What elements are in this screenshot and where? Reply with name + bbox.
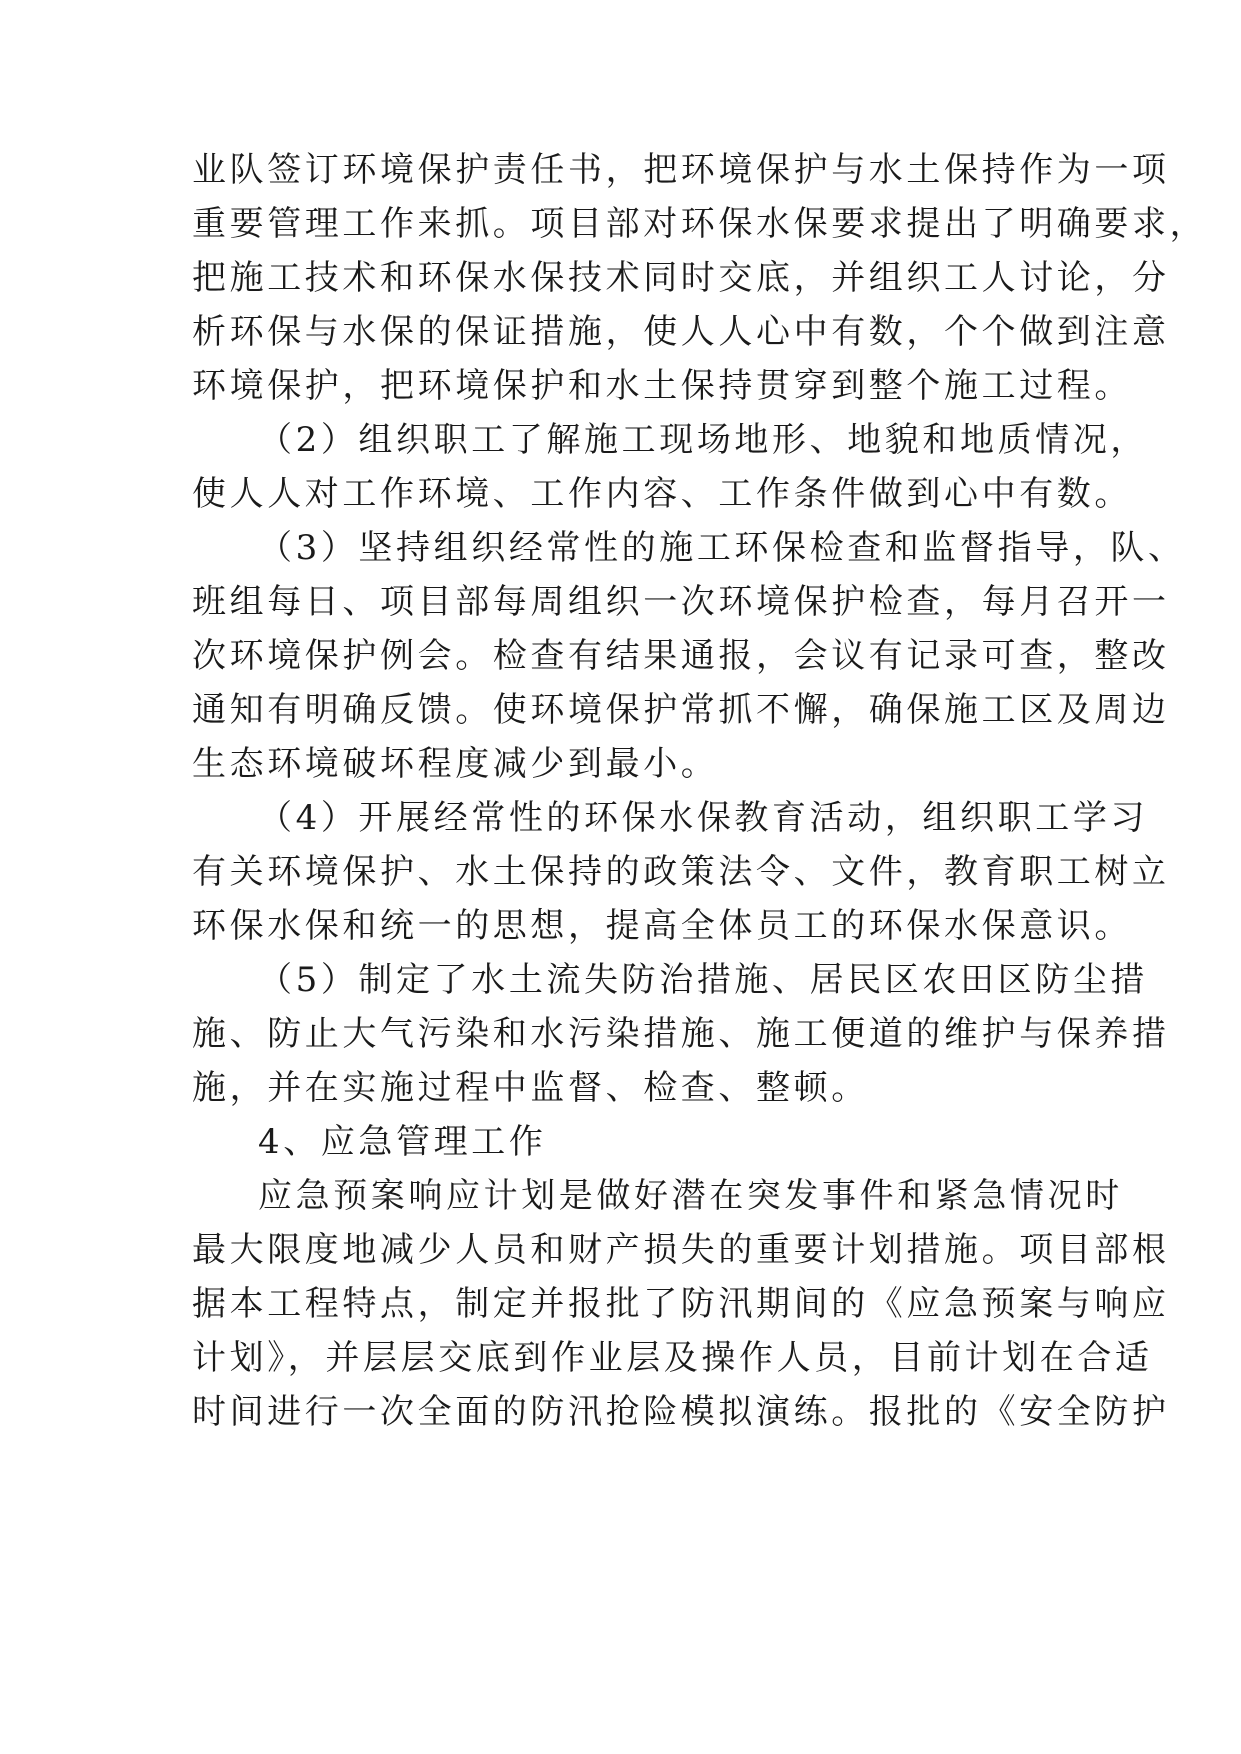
text-line: 重要管理工作来抓。项目部对环保水保要求提出了明确要求， [192,204,1208,244]
text-line: 计划》，并层层交底到作业层及操作人员，目前计划在合适 [192,1338,1153,1378]
text-line: 最大限度地减少人员和财产损失的重要计划措施。项目部根 [192,1230,1170,1270]
text-line: 有关环境保护、水土保持的政策法令、文件，教育职工树立 [192,852,1170,892]
paragraph-item-4: （4）开展经常性的环保水保教育活动，组织职工学习 [258,798,1149,838]
text-line: 通知有明确反馈。使环境保护常抓不懈，确保施工区及周边 [192,690,1170,730]
text-line: 据本工程特点，制定并报批了防汛期间的《应急预案与响应 [192,1284,1170,1324]
text-line: 次环境保护例会。检查有结果通报，会议有记录可查，整改 [192,636,1170,676]
paragraph-item-5: （5）制定了水土流失防治措施、居民区农田区防尘措 [258,960,1149,1000]
paragraph-item-3: （3）坚持组织经常性的施工环保检查和监督指导，队、 [258,528,1186,568]
text-line: 业队签订环境保护责任书，把环境保护与水土保持作为一项 [192,150,1170,190]
text-line: 环境保护，把环境保护和水土保持贯穿到整个施工过程。 [192,366,1132,406]
paragraph-item-2: （2）组织职工了解施工现场地形、地貌和地质情况， [258,420,1149,460]
text-line: 施，并在实施过程中监督、检查、整顿。 [192,1068,869,1108]
section-heading: 4、应急管理工作 [258,1122,547,1162]
text-line: 施、防止大气污染和水污染措施、施工便道的维护与保养措 [192,1014,1170,1054]
text-line: 析环保与水保的保证措施，使人人心中有数，个个做到注意 [192,312,1170,352]
paragraph-start: 应急预案响应计划是做好潜在突发事件和紧急情况时 [258,1176,1123,1216]
text-line: 环保水保和统一的思想，提高全体员工的环保水保意识。 [192,906,1132,946]
text-line: 生态环境破坏程度减少到最小。 [192,744,719,784]
text-line: 把施工技术和环保水保技术同时交底，并组织工人讨论，分 [192,258,1170,298]
text-line: 班组每日、项目部每周组织一次环境保护检查，每月召开一 [192,582,1170,622]
text-line: 使人人对工作环境、工作内容、工作条件做到心中有数。 [192,474,1132,514]
text-line: 时间进行一次全面的防汛抢险模拟演练。报批的《安全防护 [192,1392,1170,1432]
